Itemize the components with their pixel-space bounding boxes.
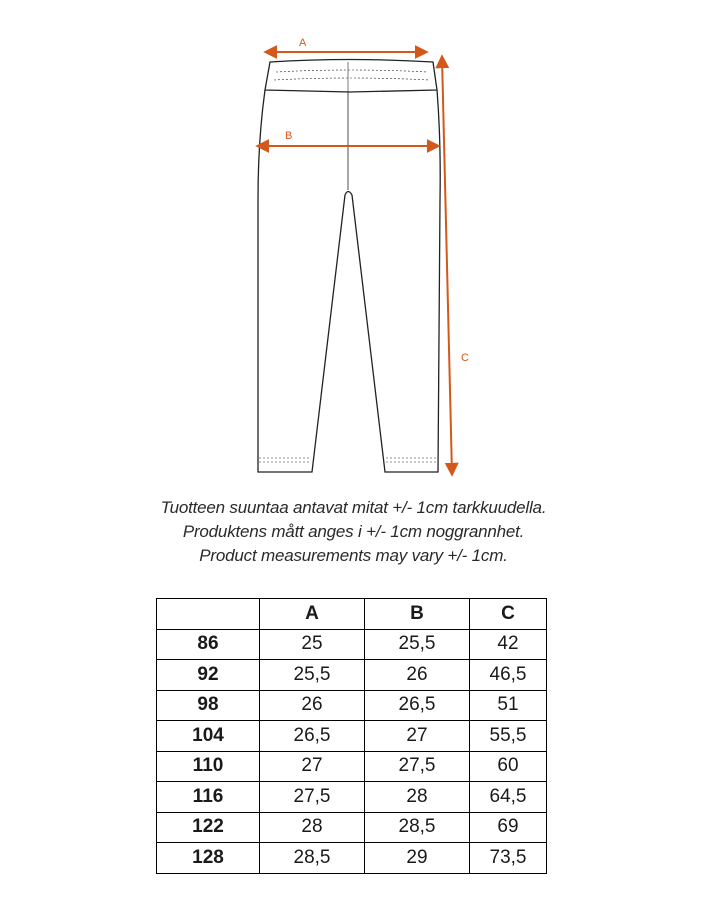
value-b-cell: 26 [365,660,470,691]
size-cell: 128 [157,843,260,874]
dimension-b-label: B [285,130,293,142]
table-row [157,782,547,813]
size-cell: 110 [157,751,260,782]
measurement-note-sv: Produktens mått anges i +/- 1cm noggrannhet. [182,522,525,541]
value-b-cell: 27,5 [365,751,470,782]
value-a-cell: 25 [260,629,365,660]
dimension-c-label: C [461,352,469,364]
value-b-cell: 26,5 [365,690,470,721]
measurement-note-en: Product measurements may vary +/- 1cm. [199,546,508,565]
table-row [157,660,547,691]
value-a-cell: 26 [260,690,365,721]
table-row [157,690,547,721]
value-c-cell: 42 [470,629,547,660]
value-a-cell: 28 [260,812,365,843]
size-cell: 104 [157,721,260,752]
size-cell: 98 [157,690,260,721]
header-c: C [470,599,547,630]
value-b-cell: 29 [365,843,470,874]
value-c-cell: 64,5 [470,782,547,813]
value-b-cell: 25,5 [365,629,470,660]
header-size [157,599,260,630]
value-a-cell: 27,5 [260,782,365,813]
value-c-cell: 46,5 [470,660,547,691]
table-row [157,721,547,752]
dimension-c-arrow [442,57,452,474]
value-a-cell: 25,5 [260,660,365,691]
value-c-cell: 60 [470,751,547,782]
value-b-cell: 28 [365,782,470,813]
value-c-cell: 69 [470,812,547,843]
header-a: A [260,599,365,630]
size-chart-table [156,598,547,874]
value-b-cell: 27 [365,721,470,752]
size-cell: 86 [157,629,260,660]
header-b: B [365,599,470,630]
table-row [157,812,547,843]
table-header-row [157,599,547,630]
size-cell: 116 [157,782,260,813]
value-c-cell: 55,5 [470,721,547,752]
table-row [157,843,547,874]
table-row [157,751,547,782]
value-a-cell: 28,5 [260,843,365,874]
value-c-cell: 51 [470,690,547,721]
size-cell: 122 [157,812,260,843]
measurement-note-fi: Tuotteen suuntaa antavat mitat +/- 1cm tarkkuudella. [160,498,547,517]
value-a-cell: 27 [260,751,365,782]
leggings-outline [258,60,440,473]
value-b-cell: 28,5 [365,812,470,843]
value-a-cell: 26,5 [260,721,365,752]
table-row [157,629,547,660]
size-cell: 92 [157,660,260,691]
value-c-cell: 73,5 [470,843,547,874]
dimension-a-label: A [299,37,307,49]
